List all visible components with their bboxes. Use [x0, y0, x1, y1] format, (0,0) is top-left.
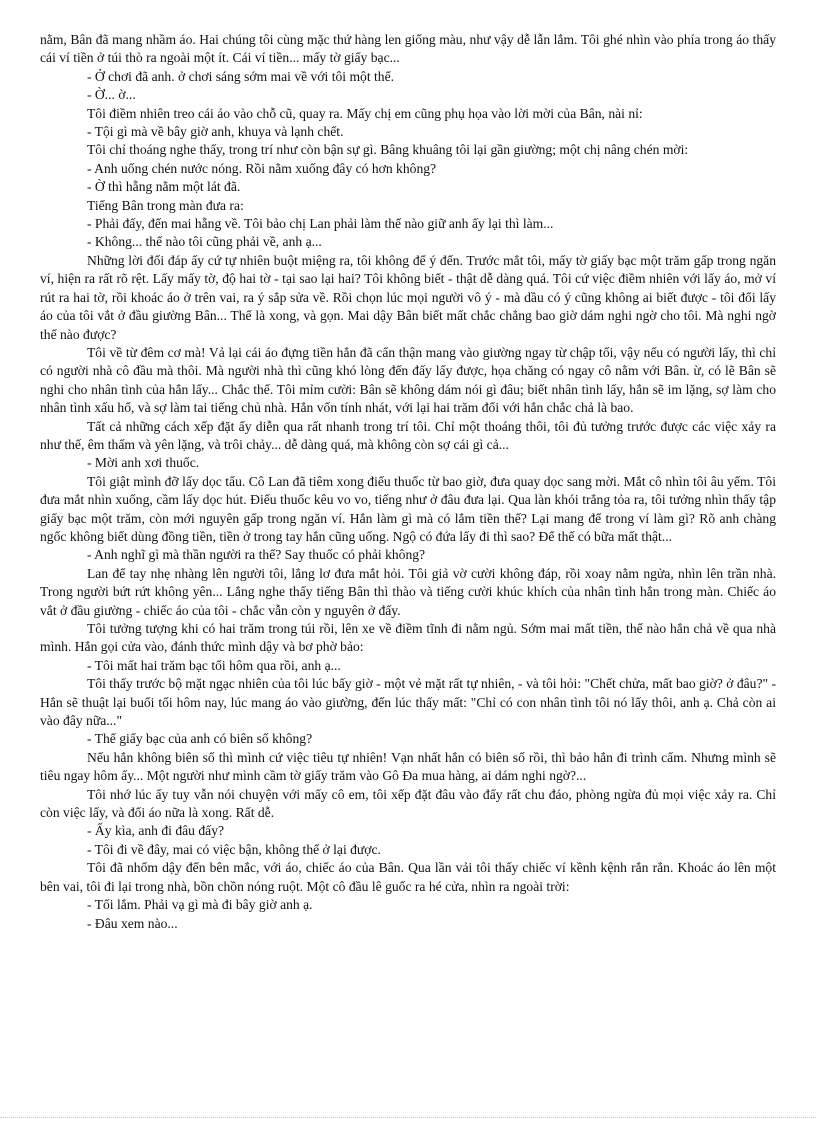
paragraph: - Ờ thì hẵng nằm một lát đã. [87, 179, 241, 195]
paragraph: Tôi về từ đêm cơ mà! Vả lại cái áo đựng tiền hắn đã cẩn thận mang vào giường ngay từ chập tối, vậy nếu có người lấy, thì chỉ có người nhà cô đầu mà thôi. Mà người nhà thì cũng khó lòng đến đấy lấy được, họa chăng có ngay cô nằm với Bân. ừ, có lẽ Bân sẽ nghi cho nhân tình của hắn lấy... Chắc thế. Tôi mỉm cười: Bân sẽ không dám nói gì đâu; biết nhân tình lấy, hắn sẽ im lặng, sợ làm cho nhân tình xấu hổ, và sợ làm tai tiếng chủ nhà. Hắn vốn tính nhát, với lại hai trăm đối với hắn chắc chả là bao. [40, 344, 776, 416]
paragraph: Tôi nhớ lúc ấy tuy vẫn nói chuyện với mấy cô em, tôi xếp đặt đâu vào đấy rất chu đáo, phòng ngừa đủ mọi việc xảy ra. Chỉ còn việc lấy, và đổi áo nữa là xong. Rất dễ. [40, 786, 776, 821]
paragraph: - Tôi đi về đây, mai có việc bận, không thể ở lại được. [87, 841, 381, 857]
paragraph: Tất cả những cách xếp đặt ấy diễn qua rất nhanh trong trí tôi. Chỉ một thoáng thôi, tôi đủ tưởng trước được các việc xảy ra như thế, êm thấm và yên lặng, và trôi chảy... dễ dàng quá, mà không còn sợ cái gì cả... [40, 418, 776, 452]
paragraph: Nếu hắn không biên số thì mình cứ việc tiêu tự nhiên! Vạn nhất hắn có biên số rồi, thì bảo hắn đi trình cẩm. Nhưng mình sẽ tiêu ngay hôm ấy... Một người như mình cầm tờ giấy trăm vào Gô Đa mua hàng, ai dám nghi ngờ?... [40, 749, 776, 784]
paragraph: - Tôi mất hai trăm bạc tối hôm qua rồi, anh ạ... [87, 657, 341, 673]
paragraph: Tôi giật mình đỡ lấy dọc tẩu. Cô Lan đã tiêm xong điếu thuốc từ bao giờ, đưa quay dọc sang mời. Mắt cô nhìn tôi âu yếm. Tôi đưa mắt nhìn xuống, cầm lấy dọc hút. Điếu thuốc kêu vo vo, tiếng như ở đâu đưa lại. Qua làn khói trắng tỏa ra, tôi tưởng nhìn thấy tập giấy bạc một trăm, còn mới nguyên gấp trong ngăn ví. Hắn làm gì mà có lắm tiền thế? Lại mang để trong ví làm gì? Rõ anh chàng ngốc không biết dùng đồng tiền, tiền ở trong tay hắn cũng uổng. Ngộ có đứa lấy đi thì sao? Để thế có bữa mất thật... [40, 473, 776, 544]
page-bottom-dotted-rule [0, 1117, 816, 1118]
paragraph: Lan để tay nhẹ nhàng lên người tôi, lẳng lơ đưa mắt hỏi. Tôi giả vờ cười không đáp, rồi xoay nằm ngửa, nhìn lên trần nhà. Trong người bứt rứt không yên... Lắng nghe thấy tiếng Bân thì thào và tiếng cười khúc khích của nhân tình hắn trong màn. Chiếc áo vắt ở đầu giường - chiếc áo của tôi - chắc vẫn còn y nguyên ở đấy. [40, 565, 776, 618]
body-text [40, 31, 776, 933]
paragraph: Những lời đối đáp ấy cứ tự nhiên buột miệng ra, tôi không để ý đến. Trước mắt tôi, mấy tờ giấy bạc một trăm gấp trong ngăn ví, hiện ra rất rõ rệt. Lấy mấy tờ, độ hai tờ - tại sao lại hai? Tôi không biết - thật dễ dàng quá. Tôi cứ việc điềm nhiên với lấy áo, mở ví rút ra hai tờ, rồi khoác áo ở trên vai, ra ý sắp sửa về. Rồi chọn lúc mọi người vô ý - mà dầu có ý cũng không ai biết được - tôi đổi lấy áo của tôi vắt ở đầu giường Bân... Thế là xong, và gọn. Mai dậy Bân biết mất chắc chẳng bao giờ dám nghi ngờ cho tôi. Mà nghi ngờ thế nào được? [40, 252, 776, 342]
paragraph: Tôi đã nhổm dậy đến bên mắc, với áo, chiếc áo của Bân. Qua lần vải tôi thấy chiếc ví kềnh kệnh rắn rắn. Khoác áo lên một bên vai, tôi đi lại trong nhà, bồn chồn nóng ruột. Một cô đầu lê guốc ra hé cửa, nhìn ra ngoài trời: [40, 860, 776, 894]
paragraph: - Đâu xem nào... [87, 915, 178, 931]
paragraph: nằm, Bân đã mang nhầm áo. Hai chúng tôi cùng mặc thứ hàng len giống màu, như vậy dễ lẫn lắm. Tôi ghé nhìn vào phía trong áo thấy cái ví tiền ở túi thò ra ngoài một ít. Cái ví tiền... mấy tờ giấy bạc... [40, 32, 776, 66]
paragraph: - Tối lắm. Phải vạ gì mà đi bây giờ anh ạ. [87, 897, 313, 913]
paragraph: Tôi điềm nhiên treo cái áo vào chỗ cũ, quay ra. Mấy chị em cũng phụ họa vào lời mời của Bân, nài nỉ: [87, 105, 643, 121]
paragraph: - Tội gì mà về bây giờ anh, khuya và lạnh chết. [87, 124, 344, 140]
paragraph: - Ấy kìa, anh đi đâu đấy? [87, 823, 225, 839]
paragraph: Tôi thấy trước bộ mặt ngạc nhiên của tôi lúc bấy giờ - một vẻ mặt rất tự nhiên, - và tôi hỏi: "Chết chửa, mất bao giờ? ở đâu?" - Hắn sẽ thuật lại buổi tối hôm nay, lúc mang áo vào giường, đến lúc thấy mất: "Chỉ có con nhân tình tôi nó lấy thôi, anh ạ. Chả còn ai vào đây nữa..." [40, 676, 776, 729]
paragraph: - Không... thế nào tôi cũng phải về, anh ạ... [87, 234, 322, 250]
paragraph: - Thế giấy bạc của anh có biên số không? [87, 731, 313, 747]
paragraph: - Ờ... ờ... [87, 87, 136, 103]
paragraph: Tiếng Bân trong màn đưa ra: [87, 197, 244, 213]
paragraph: - Anh uống chén nước nóng. Rồi nằm xuống đây có hơn không? [87, 160, 437, 176]
paragraph: - Anh nghĩ gì mà thần người ra thế? Say thuốc có phải không? [87, 547, 426, 563]
paragraph: - Phải đấy, đến mai hẵng về. Tôi bảo chị Lan phải làm thế nào giữ anh ấy lại thì làm... [87, 216, 554, 232]
paragraph: - Ở chơi đã anh. ở chơi sáng sớm mai về với tôi một thể. [87, 68, 395, 84]
paragraph: Tôi tưởng tượng khi có hai trăm trong túi rồi, lên xe về điềm tĩnh đi nằm ngủ. Sớm mai mất tiền, thế nào hắn chả về qua nhà mình. Hắn gọi cửa vào, đánh thức mình dậy và bơ phờ bảo: [40, 621, 776, 655]
paragraph: - Mời anh xơi thuốc. [87, 455, 200, 471]
paragraph: Tôi chỉ thoáng nghe thấy, trong trí như còn bận sự gì. Bâng khuâng tôi lại gần giường; một chị nâng chén mời: [87, 142, 689, 158]
